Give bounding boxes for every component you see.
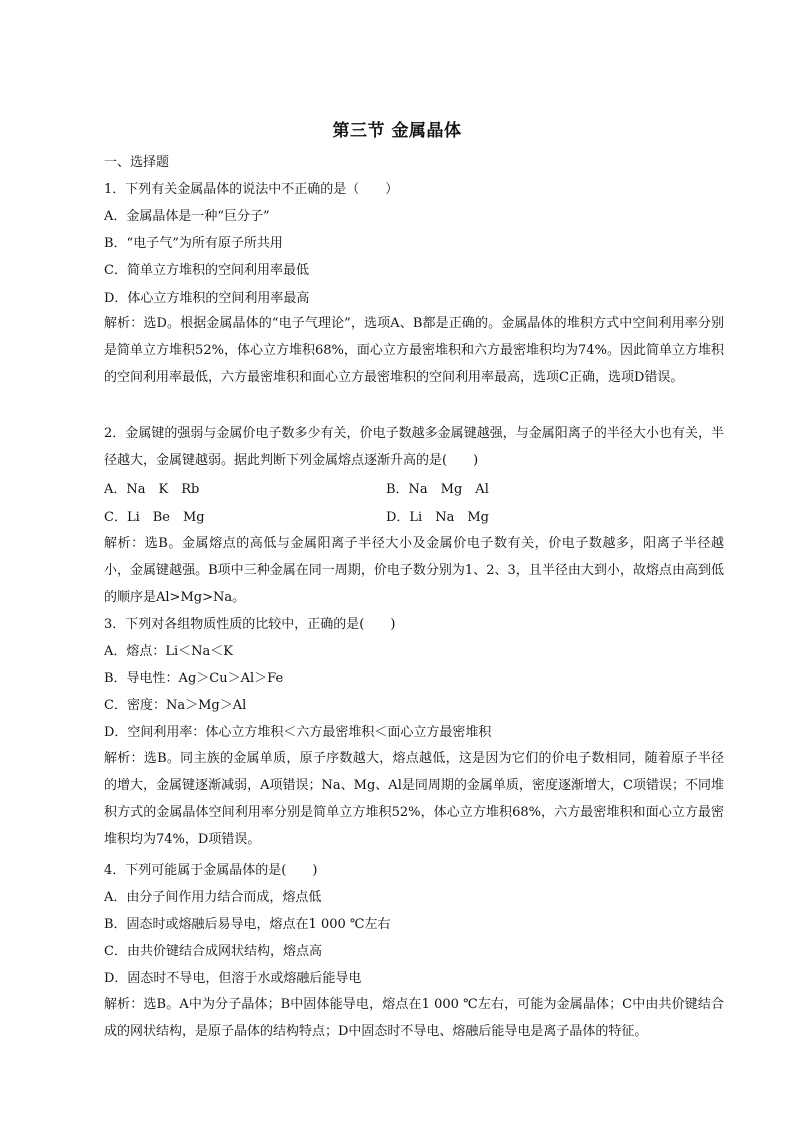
q2-analysis [104,530,724,611]
q1-option-b: B．“电子气”为所有原子所共用 [104,236,283,251]
q4-stem: 4．下列可能属于金属晶体的是( ) [104,863,318,878]
section-heading: 一、选择题 [104,155,170,170]
q2-option-d: D．Li Na Mg [386,510,489,525]
q3-analysis-text: 解析：选B。同主族的金属单质，原子序数越大，熔点越低，这是因为它们的价电子数相同，随着原子半径的增大，金属键逐渐减弱，A项错误；Na、Mg、Al是同周期的金属单质，密度逐渐增大，C项错误；不同堆积方式的金属晶体空间利用率分别是简单立方堆积52%，体心立方堆积68%，六方最密堆积和面心立方最密堆积均为74%，D项错误。 [104,751,724,847]
q3-option-a: A．熔点：Li＜Na＜K [104,644,234,659]
q4-analysis [104,991,724,1045]
q4-option-a: A．由分子间作用力结合而成，熔点低 [104,890,322,905]
q4-analysis-text: 解析：选B。A中为分子晶体；B中固体能导电，熔点在1 000 ℃左右，可能为金属晶体；C中由共价键结合成的网状结构，是原子晶体的结构特点；D中固态时不导电、熔融后能导电是离子晶体的特征。 [104,997,724,1039]
q1-stem: 1．下列有关金属晶体的说法中不正确的是（ ） [104,182,399,197]
q2-stem-block [104,420,724,474]
q4-option-b: B．固态时或熔融后易导电，熔点在1 000 ℃左右 [104,917,391,932]
q1-analysis [104,310,724,391]
q3-option-d: D．空间利用率：体心立方堆积＜六方最密堆积＜面心立方最密堆积 [104,725,492,740]
q2-analysis-text: 解析：选B。金属熔点的高低与金属阳离子半径大小及金属价电子数有关，价电子数越多，阳离子半径越小，金属键越强。B项中三种金属在同一周期，价电子数分别为1、2、3，且半径由大到小，故熔点由高到低的顺序是Al>Mg>Na。 [104,536,724,605]
page-title: 第三节 金属晶体 [332,121,462,141]
q1-option-d: D．体心立方堆积的空间利用率最高 [104,291,310,306]
q4-option-d: D．固态时不导电，但溶于水或熔融后能导电 [104,971,362,986]
q2-stem: 2．金属键的强弱与金属价电子数多少有关，价电子数越多金属键越强，与金属阳离子的半径大小也有关，半径越大，金属键越弱。据此判断下列金属熔点逐渐升高的是( ) [104,426,724,468]
q3-option-c: C．密度：Na＞Mg＞Al [104,698,247,713]
q1-option-a: A．金属晶体是一种“巨分子” [104,209,270,224]
q3-stem: 3．下列对各组物质性质的比较中，正确的是( ) [104,617,396,632]
q1-analysis-text: 解析：选D。根据金属晶体的“电子气理论”，选项A、B都是正确的。金属晶体的堆积方式中空间利用率分别是简单立方堆积52%，体心立方堆积68%，面心立方最密堆积和六方最密堆积均为74%。因此简单立方堆积的空间利用率最低，六方最密堆积和面心立方最密堆积的空间利用率最高，选项C正确，选项D错误。 [104,316,724,385]
q2-option-a: A．Na K Rb [104,482,200,497]
q4-option-c: C．由共价键结合成网状结构，熔点高 [104,944,322,959]
q2-option-b: B．Na Mg Al [386,482,489,497]
q3-option-b: B．导电性：Ag＞Cu＞Al＞Fe [104,671,284,686]
q2-option-c: C．Li Be Mg [104,510,205,525]
q1-option-c: C．简单立方堆积的空间利用率最低 [104,263,309,278]
q3-analysis [104,745,724,853]
